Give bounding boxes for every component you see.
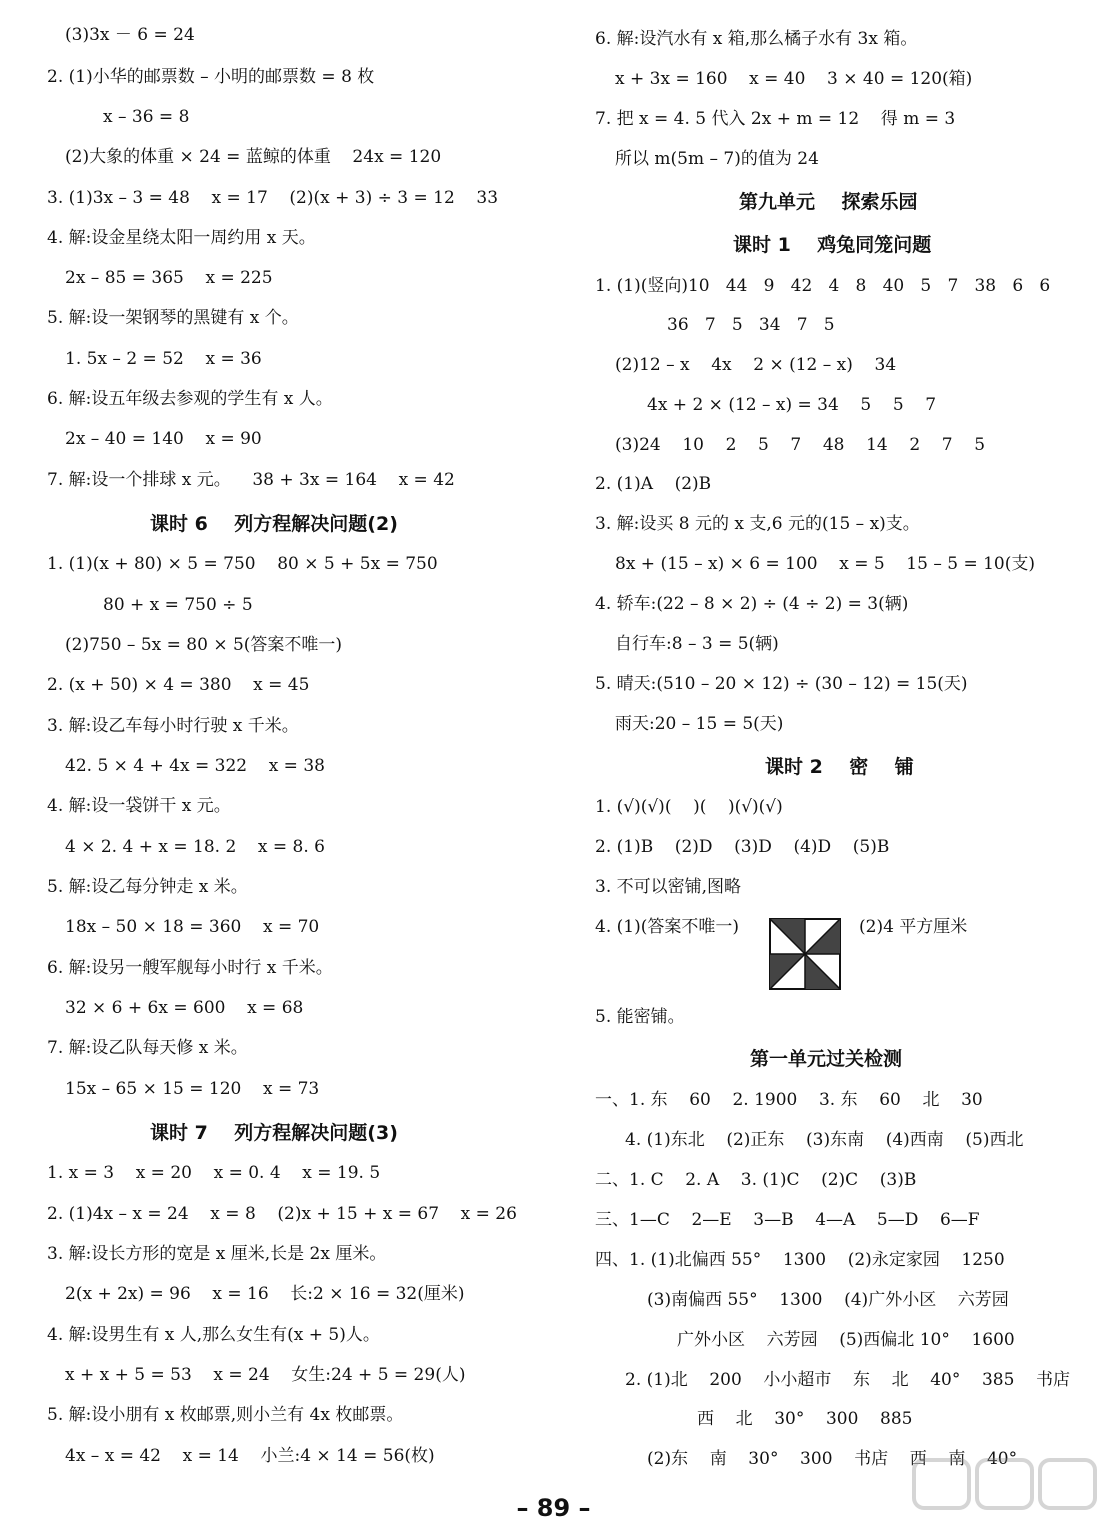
answer-line: 7. 解:设乙队每天修 x 米。 xyxy=(47,1038,248,1058)
answer-line: x – 36 = 8 xyxy=(103,107,190,127)
answer-line: 2x – 40 = 140 x = 90 xyxy=(65,429,262,449)
answer-line: 1. (1)(竖向)10 44 9 42 4 8 40 5 7 38 6 6 xyxy=(595,276,1051,296)
answer-line: (3)南偏西 55° 1300 (4)广外小区 六芳园 xyxy=(647,1290,1009,1310)
answer-line: 4. (1)(答案不唯一) xyxy=(595,917,739,937)
answer-line: 5. 解:设一架钢琴的黑键有 x 个。 xyxy=(47,308,299,328)
answer-line: 1. x = 3 x = 20 x = 0. 4 x = 19. 5 xyxy=(47,1163,381,1183)
answer-line: 4. 解:设男生有 x 人,那么女生有(x + 5)人。 xyxy=(47,1325,380,1345)
section-heading: 课时 7 列方程解决问题(3) xyxy=(150,1122,398,1144)
watermark-logo xyxy=(912,1456,1102,1526)
answer-line: 5. 解:设乙每分钟走 x 米。 xyxy=(47,877,248,897)
answer-line: 18x – 50 × 18 = 360 x = 70 xyxy=(65,917,320,937)
answer-line: 7. 把 x = 4. 5 代入 2x + m = 12 得 m = 3 xyxy=(595,109,956,129)
answer-line: (2)12 – x 4x 2 × (12 – x) 34 xyxy=(615,355,897,375)
section-heading: 课时 2 密 铺 xyxy=(765,756,914,778)
answer-line: (2)东 南 30° 300 书店 西 南 40° xyxy=(647,1449,1018,1469)
answer-line: 四、1. (1)北偏西 55° 1300 (2)永定家园 1250 xyxy=(595,1250,1005,1270)
section-heading: 课时 6 列方程解决问题(2) xyxy=(150,513,398,535)
answer-line: 2. (1)北 200 小小超市 东 北 40° 385 书店 xyxy=(625,1370,1071,1390)
answer-line: 2. (1)A (2)B xyxy=(595,474,712,494)
answer-line: 一、1. 东 60 2. 1900 3. 东 60 北 30 xyxy=(595,1090,983,1110)
answer-line: 所以 m(5m – 7)的值为 24 xyxy=(615,149,819,169)
answer-line: 80 + x = 750 ÷ 5 xyxy=(103,595,253,615)
answer-line: x + 3x = 160 x = 40 3 × 40 = 120(箱) xyxy=(615,69,973,89)
answer-line: 三、1—C 2—E 3—B 4—A 5—D 6—F xyxy=(595,1210,980,1230)
answer-line: 36 7 5 34 7 5 xyxy=(667,315,835,335)
section-heading: 第九单元 探索乐园 xyxy=(739,191,918,213)
answer-line: 6. 解:设五年级去参观的学生有 x 人。 xyxy=(47,389,333,409)
answer-line: 1. (1)(x + 80) × 5 = 750 80 × 5 + 5x = 750 xyxy=(47,554,438,574)
answer-line: 4x – x = 42 x = 14 小兰:4 × 14 = 56(枚) xyxy=(65,1446,435,1466)
answer-line: x + x + 5 = 53 x = 24 女生:24 + 5 = 29(人) xyxy=(65,1365,466,1385)
answer-line: (2)4 平方厘米 xyxy=(859,917,968,937)
answer-line: 3. (1)3x – 3 = 48 x = 17 (2)(x + 3) ÷ 3 = 12 33 xyxy=(47,188,499,208)
answer-line: (3)3x － 6 = 24 xyxy=(65,25,195,45)
section-heading: 课时 1 鸡兔同笼问题 xyxy=(733,234,932,256)
answer-line: 4. 轿车:(22 – 8 × 2) ÷ (4 ÷ 2) = 3(辆) xyxy=(595,594,909,614)
answer-line: 5. 晴天:(510 – 20 × 12) ÷ (30 – 12) = 15(天) xyxy=(595,674,968,694)
answer-line: 2. (1)4x – x = 24 x = 8 (2)x + 15 + x = 67 x = 26 xyxy=(47,1204,517,1224)
answer-line: 3. 解:设长方形的宽是 x 厘米,长是 2x 厘米。 xyxy=(47,1244,387,1264)
answer-line: 广外小区 六芳园 (5)西偏北 10° 1600 xyxy=(677,1330,1015,1350)
answer-line: 7. 解:设一个排球 x 元。 38 + 3x = 164 x = 42 xyxy=(47,470,455,490)
answer-line: 自行车:8 – 3 = 5(辆) xyxy=(615,634,779,654)
answer-line: 3. 不可以密铺,图略 xyxy=(595,877,742,897)
answer-line: 5. 解:设小朋有 x 枚邮票,则小兰有 4x 枚邮票。 xyxy=(47,1405,404,1425)
answer-line: 3. 解:设乙车每小时行驶 x 千米。 xyxy=(47,716,299,736)
answer-line: 6. 解:设另一艘军舰每小时行 x 千米。 xyxy=(47,958,333,978)
answer-line: 2. (x + 50) × 4 = 380 x = 45 xyxy=(47,675,310,695)
answer-line: 2x – 85 = 365 x = 225 xyxy=(65,268,273,288)
answer-line: (2)750 – 5x = 80 × 5(答案不唯一) xyxy=(65,635,343,655)
answer-line: 8x + (15 – x) × 6 = 100 x = 5 15 – 5 = 10(支) xyxy=(615,554,1036,574)
page-number: – 89 – xyxy=(516,1494,591,1522)
answer-line: 西 北 30° 300 885 xyxy=(697,1409,913,1429)
answer-line: 15x – 65 × 15 = 120 x = 73 xyxy=(65,1079,320,1099)
answer-line: 雨天:20 – 15 = 5(天) xyxy=(615,714,784,734)
answer-line: 4x + 2 × (12 – x) = 34 5 5 7 xyxy=(647,395,937,415)
answer-line: 1. (√)(√)( )( )(√)(√) xyxy=(595,797,783,817)
section-heading: 第一单元过关检测 xyxy=(750,1048,903,1070)
answer-line: 二、1. C 2. A 3. (1)C (2)C (3)B xyxy=(595,1170,917,1190)
answer-line: 2. (1)小华的邮票数 – 小明的邮票数 = 8 枚 xyxy=(47,67,375,87)
answer-line: 6. 解:设汽水有 x 箱,那么橘子水有 3x 箱。 xyxy=(595,29,918,49)
answer-line: 2(x + 2x) = 96 x = 16 长:2 × 16 = 32(厘米) xyxy=(65,1284,465,1304)
tiling-figure xyxy=(769,918,841,990)
answer-line: (3)24 10 2 5 7 48 14 2 7 5 xyxy=(615,435,986,455)
answer-line: 4. (1)东北 (2)正东 (3)东南 (4)西南 (5)西北 xyxy=(625,1130,1024,1150)
answer-line: 3. 解:设买 8 元的 x 支,6 元的(15 – x)支。 xyxy=(595,514,920,534)
answer-line: 2. (1)B (2)D (3)D (4)D (5)B xyxy=(595,837,890,857)
answer-line: 4 × 2. 4 + x = 18. 2 x = 8. 6 xyxy=(65,837,325,857)
answer-line: 42. 5 × 4 + 4x = 322 x = 38 xyxy=(65,756,325,776)
answer-line: 4. 解:设金星绕太阳一周约用 x 天。 xyxy=(47,228,316,248)
answer-line: 1. 5x – 2 = 52 x = 36 xyxy=(65,349,262,369)
answer-line: (2)大象的体重 × 24 = 蓝鲸的体重 24x = 120 xyxy=(65,147,442,167)
answer-line: 32 × 6 + 6x = 600 x = 68 xyxy=(65,998,304,1018)
answer-line: 4. 解:设一袋饼干 x 元。 xyxy=(47,796,231,816)
answer-line: 5. 能密铺。 xyxy=(595,1007,685,1027)
